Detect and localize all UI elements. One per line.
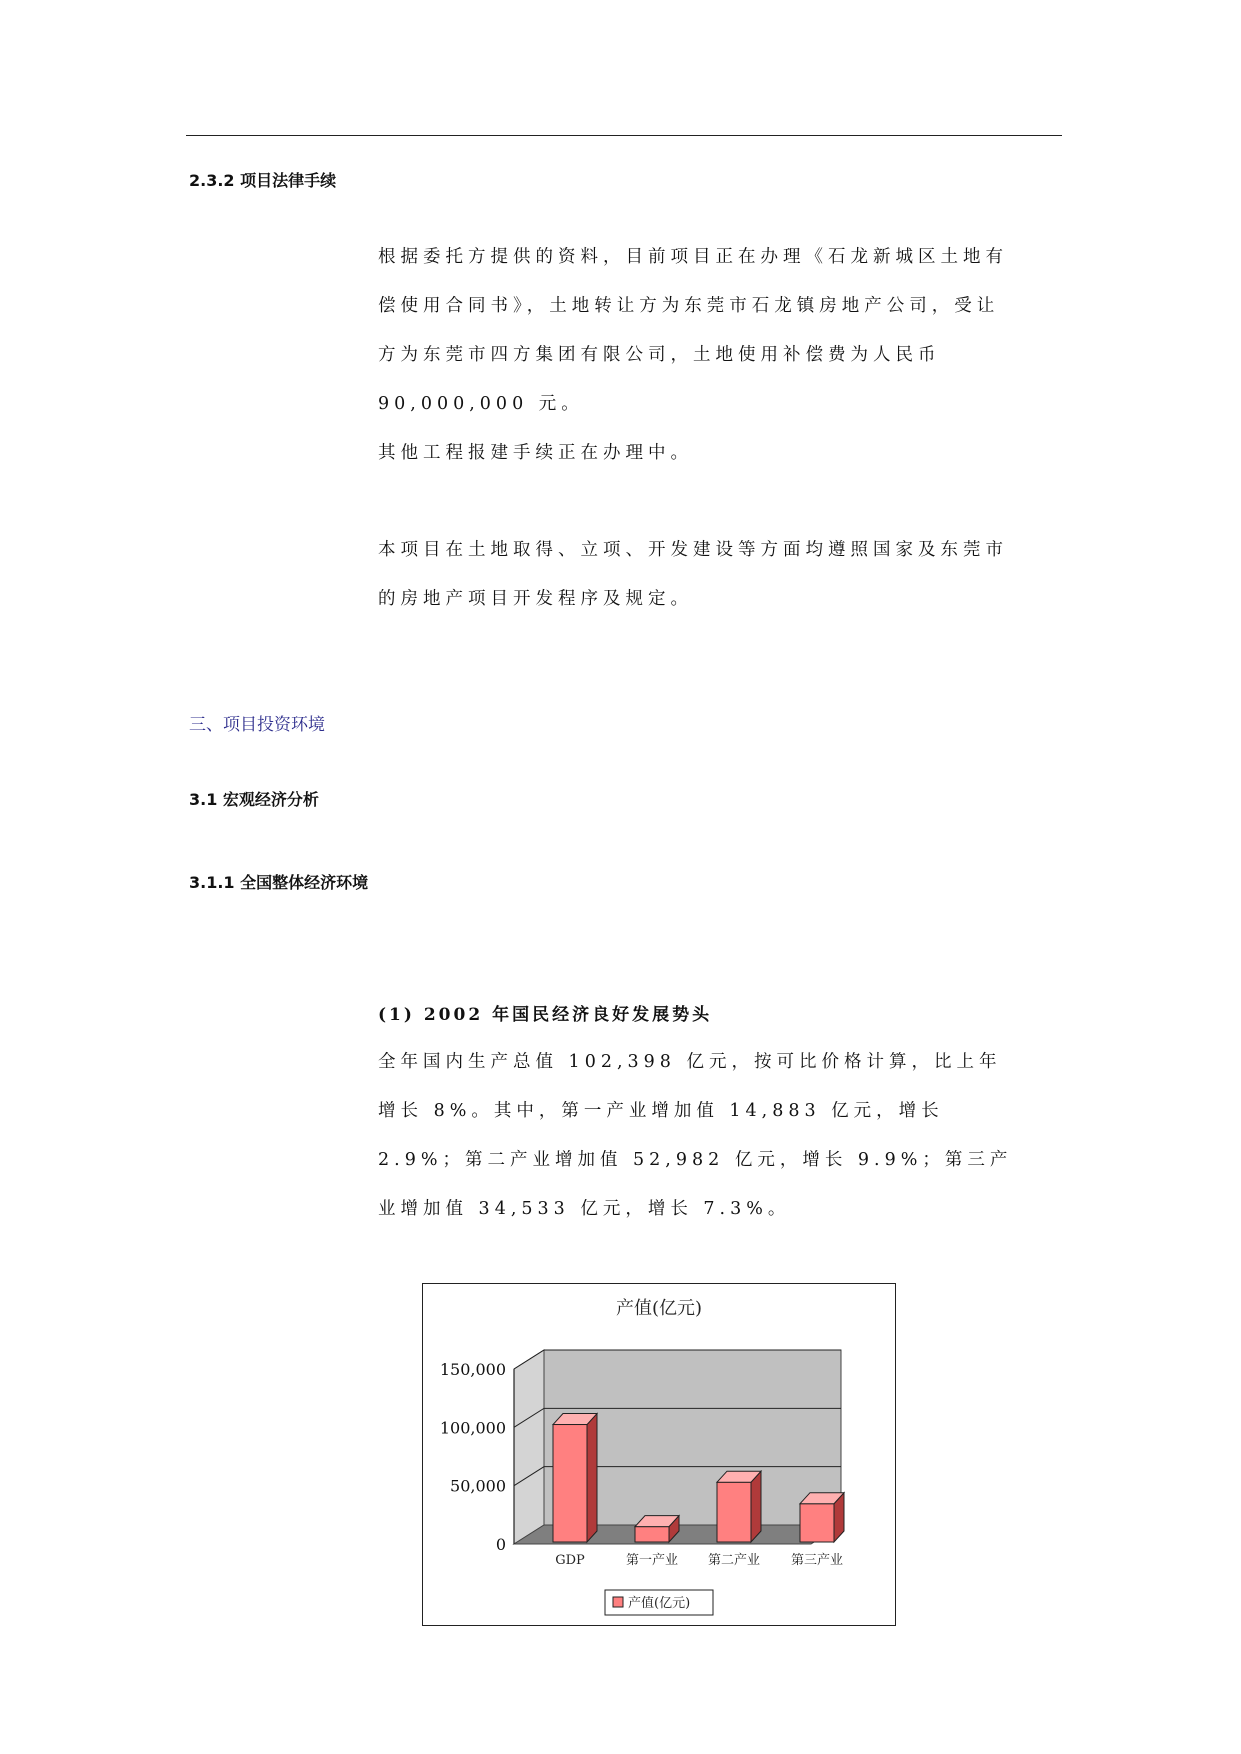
- header-rule: [186, 135, 1062, 136]
- paragraph-compliance: 本项目在土地取得、立项、开发建设等方面均遵照国家及东莞市的房地产项目开发程序及规定。: [378, 540, 1008, 609]
- chart-x-tick-label: GDP: [555, 1553, 585, 1568]
- chart-bar: [635, 1527, 669, 1542]
- chart-side-wall: [514, 1350, 544, 1544]
- paragraph-other-procedures: 其他工程报建手续正在办理中。: [378, 443, 693, 463]
- gdp-bar-chart: [422, 1283, 896, 1626]
- chart-y-tick-label: 0: [495, 1535, 506, 1554]
- chart-bar: [717, 1482, 751, 1542]
- chart-legend-label: 产值(亿元): [628, 1596, 691, 1611]
- chart-y-tick-label: 150,000: [439, 1360, 506, 1379]
- subheading-2002-economy: (1) 2002 年国民经济良好发展势头: [378, 1005, 713, 1025]
- chart-bar: [553, 1425, 587, 1542]
- chart-bar: [800, 1504, 834, 1542]
- chart-bar-side: [587, 1414, 597, 1542]
- chart-x-tick-label: 第一产业: [625, 1553, 679, 1568]
- heading-section-3: 三、项目投资环境: [189, 715, 325, 735]
- heading-2-3-2: 2.3.2 项目法律手续: [189, 171, 337, 190]
- heading-3-1-1: 3.1.1 全国整体经济环境: [189, 873, 369, 892]
- chart-y-tick-label: 50,000: [450, 1476, 506, 1496]
- chart-svg: [423, 1284, 895, 1625]
- chart-x-tick-label: 第三产业: [790, 1553, 844, 1568]
- chart-legend-swatch: [613, 1597, 623, 1607]
- paragraph-gdp: 全年国内生产总值 102,398 亿元，按可比价格计算，比上年增长 8%。其中，第一产业增加值 14,883 亿元，增长 2.9%；第二产业增加值 52,982 亿元，增长 9.9%；第三产业增加值 34,533 亿元，增长 7.3%。: [378, 1052, 1013, 1219]
- paragraph-land-contract: 根据委托方提供的资料，目前项目正在办理《石龙新城区土地有偿使用合同书》，土地转让方为东莞市石龙镇房地产公司，受让方为东莞市四方集团有限公司，土地使用补偿费为人民币 90,000,000 元。: [378, 247, 1008, 414]
- chart-title: 产值(亿元): [615, 1298, 703, 1319]
- chart-bar-side: [751, 1471, 761, 1542]
- heading-3-1: 3.1 宏观经济分析: [189, 790, 319, 809]
- chart-y-tick-label: 100,000: [439, 1418, 506, 1438]
- chart-x-tick-label: 第二产业: [707, 1553, 761, 1568]
